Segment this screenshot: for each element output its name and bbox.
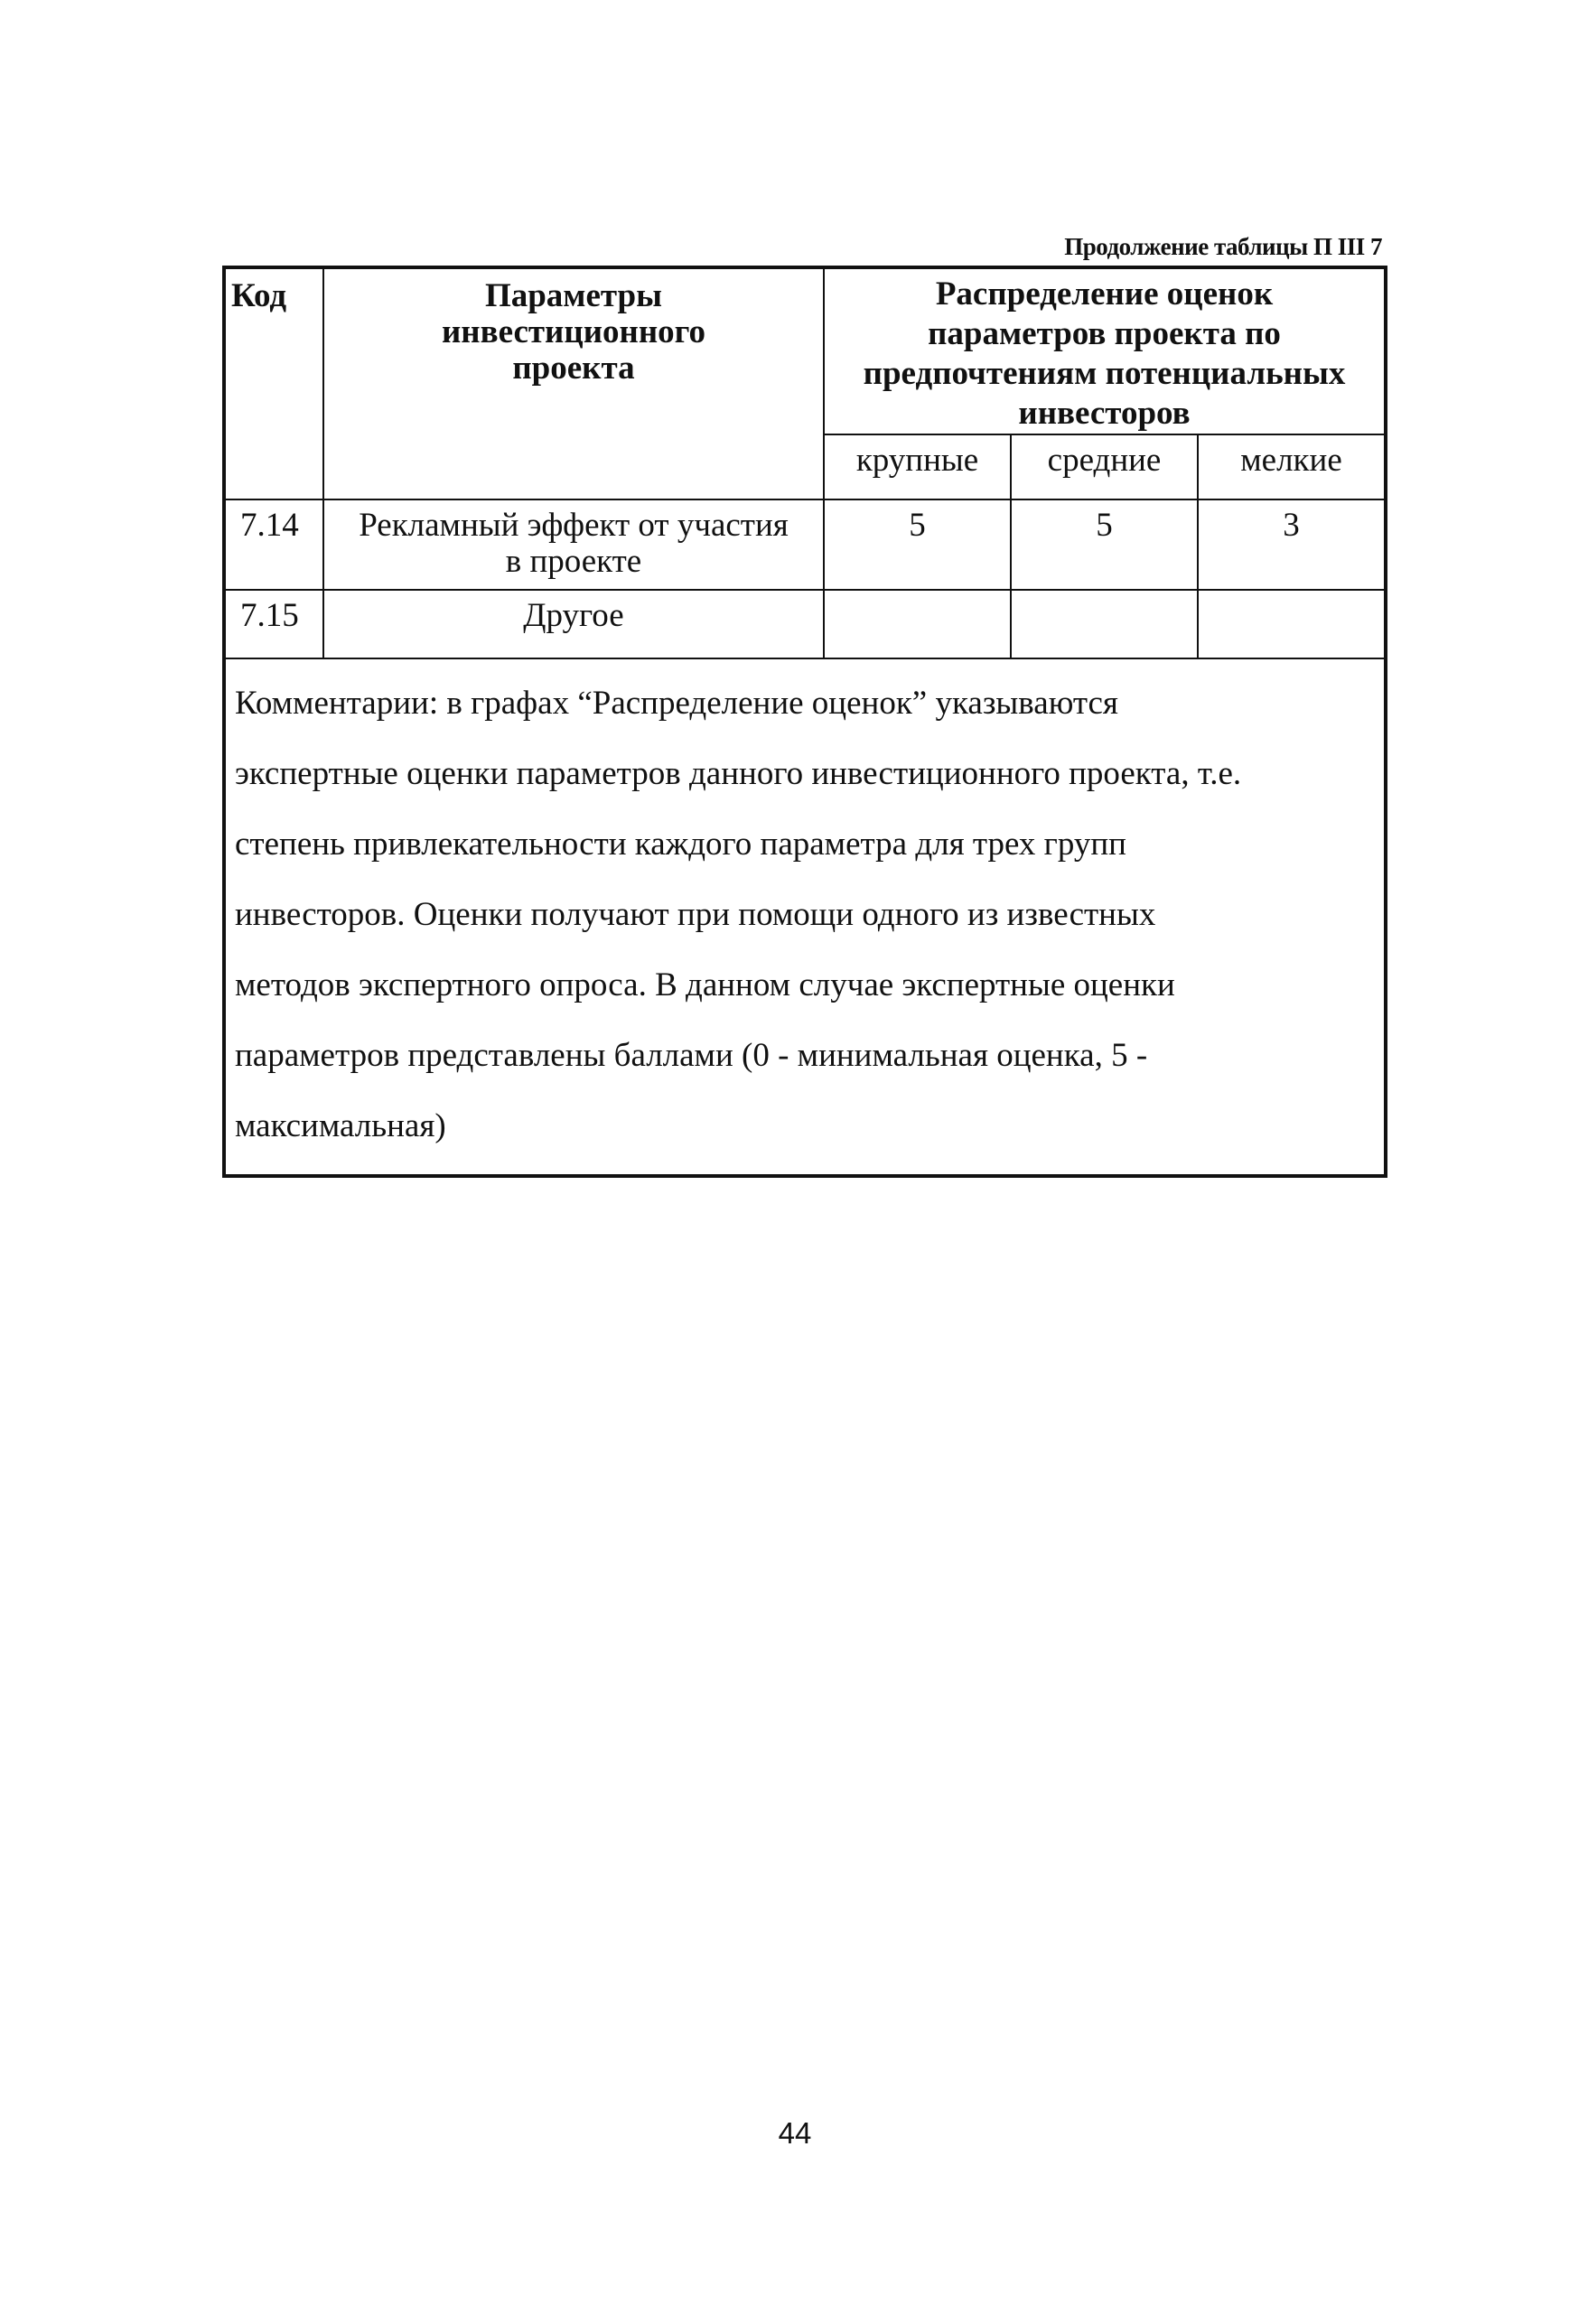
- header-distribution-line: инвесторов: [1018, 395, 1191, 432]
- comment-line: методов экспертного опроса. В данном случае экспертные оценки: [235, 966, 1175, 1003]
- comment-cell: [224, 658, 1386, 1176]
- row-value-small: 3: [1198, 499, 1386, 590]
- row-code: 7.15: [224, 590, 323, 658]
- row-value-large: [824, 590, 1011, 658]
- row-code: 7.14: [224, 499, 323, 590]
- table-header-row: [224, 267, 1386, 434]
- header-distribution: [824, 267, 1386, 434]
- header-code-label: Код: [231, 277, 287, 314]
- comment-row: [224, 658, 1386, 1176]
- page-number: 44: [778, 2116, 812, 2150]
- header-parameters-line: инвестиционного: [441, 313, 706, 350]
- row-parameter: [323, 499, 824, 590]
- header-parameters: [323, 267, 824, 499]
- subheader-medium: средние: [1011, 434, 1198, 499]
- comment-line: Комментарии: в графах “Распределение оценок” указываются: [235, 685, 1118, 722]
- subheader-large: крупные: [824, 434, 1011, 499]
- comment-line: экспертные оценки параметров данного инвестиционного проекта, т.е.: [235, 755, 1242, 792]
- comment-line: параметров представлены баллами (0 - минимальная оценка, 5 -: [235, 1037, 1148, 1074]
- header-code: [224, 267, 323, 499]
- comment-line: максимальная): [235, 1107, 446, 1144]
- header-parameters-line: Параметры: [484, 277, 663, 314]
- subheader-small: мелкие: [1198, 434, 1386, 499]
- row-parameter-line: Рекламный эффект от участия: [359, 507, 789, 544]
- evaluation-table: [222, 266, 1387, 1178]
- row-value-large: 5: [824, 499, 1011, 590]
- table-continuation-caption: Продолжение таблицы П III 7: [1064, 233, 1382, 260]
- header-parameters-line: проекта: [512, 350, 635, 387]
- row-parameter-line: Другое: [523, 597, 624, 634]
- header-distribution-line: предпочтениям потенциальных: [863, 355, 1346, 392]
- row-value-medium: [1011, 590, 1198, 658]
- row-value-medium: 5: [1011, 499, 1198, 590]
- header-distribution-line: параметров проекта по: [928, 315, 1281, 352]
- row-parameter: [323, 590, 824, 658]
- row-parameter-line: в проекте: [505, 543, 642, 580]
- comment-line: инвесторов. Оценки получают при помощи одного из известных: [235, 896, 1156, 933]
- table-row: [224, 590, 1386, 658]
- header-distribution-line: Распределение оценок: [935, 275, 1274, 313]
- row-value-small: [1198, 590, 1386, 658]
- table-row: [224, 499, 1386, 590]
- comment-line: степень привлекательности каждого параметра для трех групп: [235, 826, 1126, 863]
